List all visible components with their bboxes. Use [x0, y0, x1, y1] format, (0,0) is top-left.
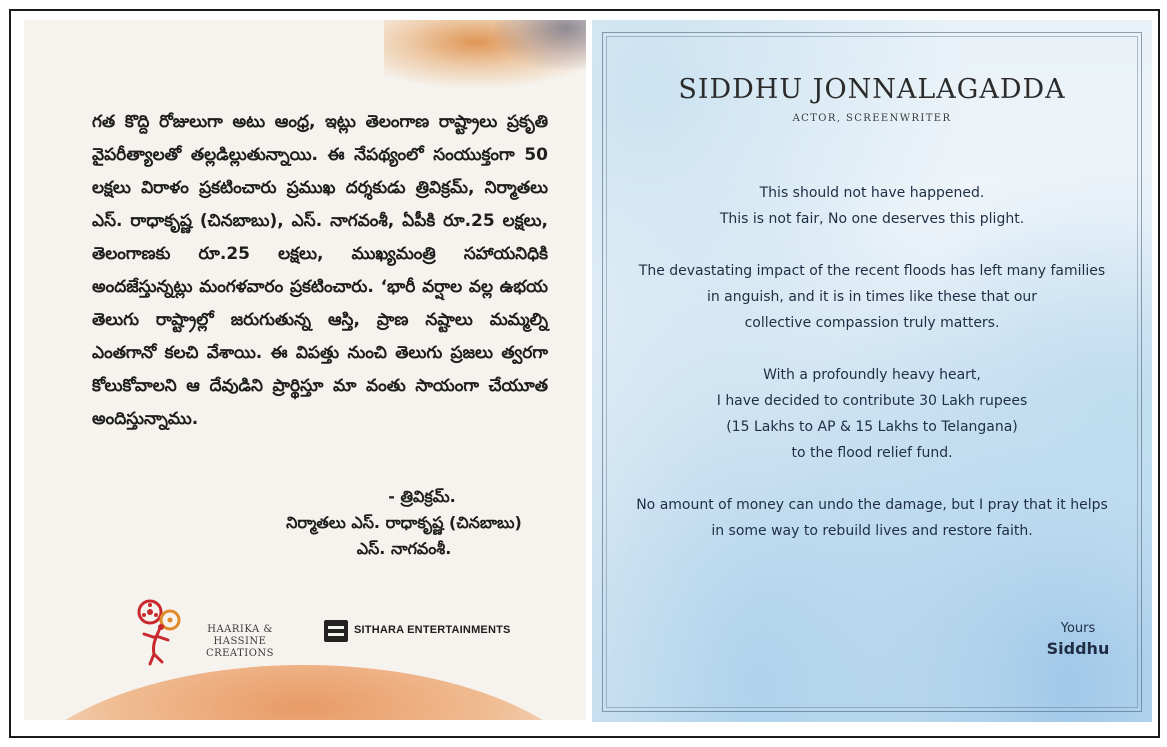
sithara-mark-icon — [324, 620, 348, 642]
letter-line: to the flood relief fund. — [791, 445, 953, 461]
signature-nagavamsi: ఎస్. నాగవంశీ. — [356, 539, 452, 558]
letter-line: (15 Lakhs to AP & 15 Lakhs to Telangana) — [726, 419, 1018, 435]
watercolor-wash-top-grey — [494, 20, 586, 70]
closing-signature: Siddhu — [1046, 639, 1110, 658]
letter-paragraph-4 — [612, 492, 1132, 544]
letter-body — [612, 180, 1132, 570]
siddhu-letter — [592, 20, 1152, 722]
letter-header-role: ACTOR, SCREENWRITER — [792, 113, 952, 124]
sithara-entertainments-logo — [324, 620, 511, 642]
telugu-paragraph: గత కొద్ది రోజులుగా అటు ఆంధ్ర, ఇట్లు తెలంగాణ రాష్ట్రాలు ప్రకృతి వైపరీత్యాలతో తల్లడిల్లుతున్నాయి. ఈ నేపథ్యంలో సంయుక్తంగా 50 లక్షలు విరాళం ప్రకటించారు ప్రముఖ దర్శకుడు త్రివిక్రమ్, నిర్మాతలు ఎస్. రాధాకృష్ణ (చినబాబు), ఎస్. నాగవంశీ, ఏపీకి రూ.25 లక్షలు, తెలంగాణకు రూ.25 లక్షలు, ముఖ్యమంత్రి సహాయనిధికి అందజేస్తున్నట్లు మంగళవారం ప్రకటించారు. ‘భారీ వర్షాల వల్ల ఉభయ తెలుగు రాష్ట్రాల్లో జరుగుతున్న ఆస్తి, ప్రాణ నష్టాలు మమ్మల్ని ఎంతగానో కలచి వేశాయి. ఈ విపత్తు నుంచి తెలుగు ప్రజలు త్వరగా కోలుకోవాలని ఆ దేవుడిని ప్రార్థిస్తూ మా వంతు సాయంగా చేయూత అందిస్తున్నాము. — [92, 112, 548, 429]
letter-paragraph-2 — [612, 258, 1132, 336]
signature-trivikram: - త్రివిక్రమ్. — [388, 487, 456, 506]
letter-line: in some way to rebuild lives and restore faith. — [711, 523, 1033, 539]
film-reel-dancer-icon — [134, 598, 186, 666]
letter-line: collective compassion truly matters. — [744, 315, 1000, 331]
signature-radhakrishna: నిర్మాతలు ఎస్. రాధాకృష్ణ (చినబాబు) — [286, 513, 522, 532]
telugu-press-note — [24, 20, 586, 720]
letter-line: This should not have happened. — [759, 185, 985, 201]
letter-line: With a profoundly heavy heart, — [763, 367, 981, 383]
letter-paragraph-3 — [612, 362, 1132, 466]
letter-line: in anguish, and it is in times like these that our — [706, 289, 1038, 305]
letter-header-name: SIDDHU JONNALAGADDA — [678, 74, 1066, 105]
letter-closing — [1028, 620, 1128, 660]
signature-block — [254, 484, 554, 562]
haarika-hassine-logo — [134, 598, 294, 668]
closing-word: Yours — [1060, 621, 1096, 636]
letter-line: No amount of money can undo the damage, but I pray that it helps — [636, 497, 1108, 513]
letter-paragraph-1 — [612, 180, 1132, 232]
letter-line: The devastating impact of the recent floods has left many families — [638, 263, 1106, 279]
letter-line: I have decided to contribute 30 Lakh rupees — [716, 393, 1028, 409]
haarika-logo-line2: CREATIONS — [205, 648, 275, 659]
watercolor-wash-bottom — [24, 665, 586, 720]
haarika-logo-line1: HAARIKA & HASSINE — [207, 624, 273, 647]
sithara-logo-text: SITHARA ENTERTAINMENTS — [354, 624, 511, 636]
haarika-logo-text — [186, 624, 294, 660]
letter-line: This is not fair, No one deserves this plight. — [719, 211, 1025, 227]
